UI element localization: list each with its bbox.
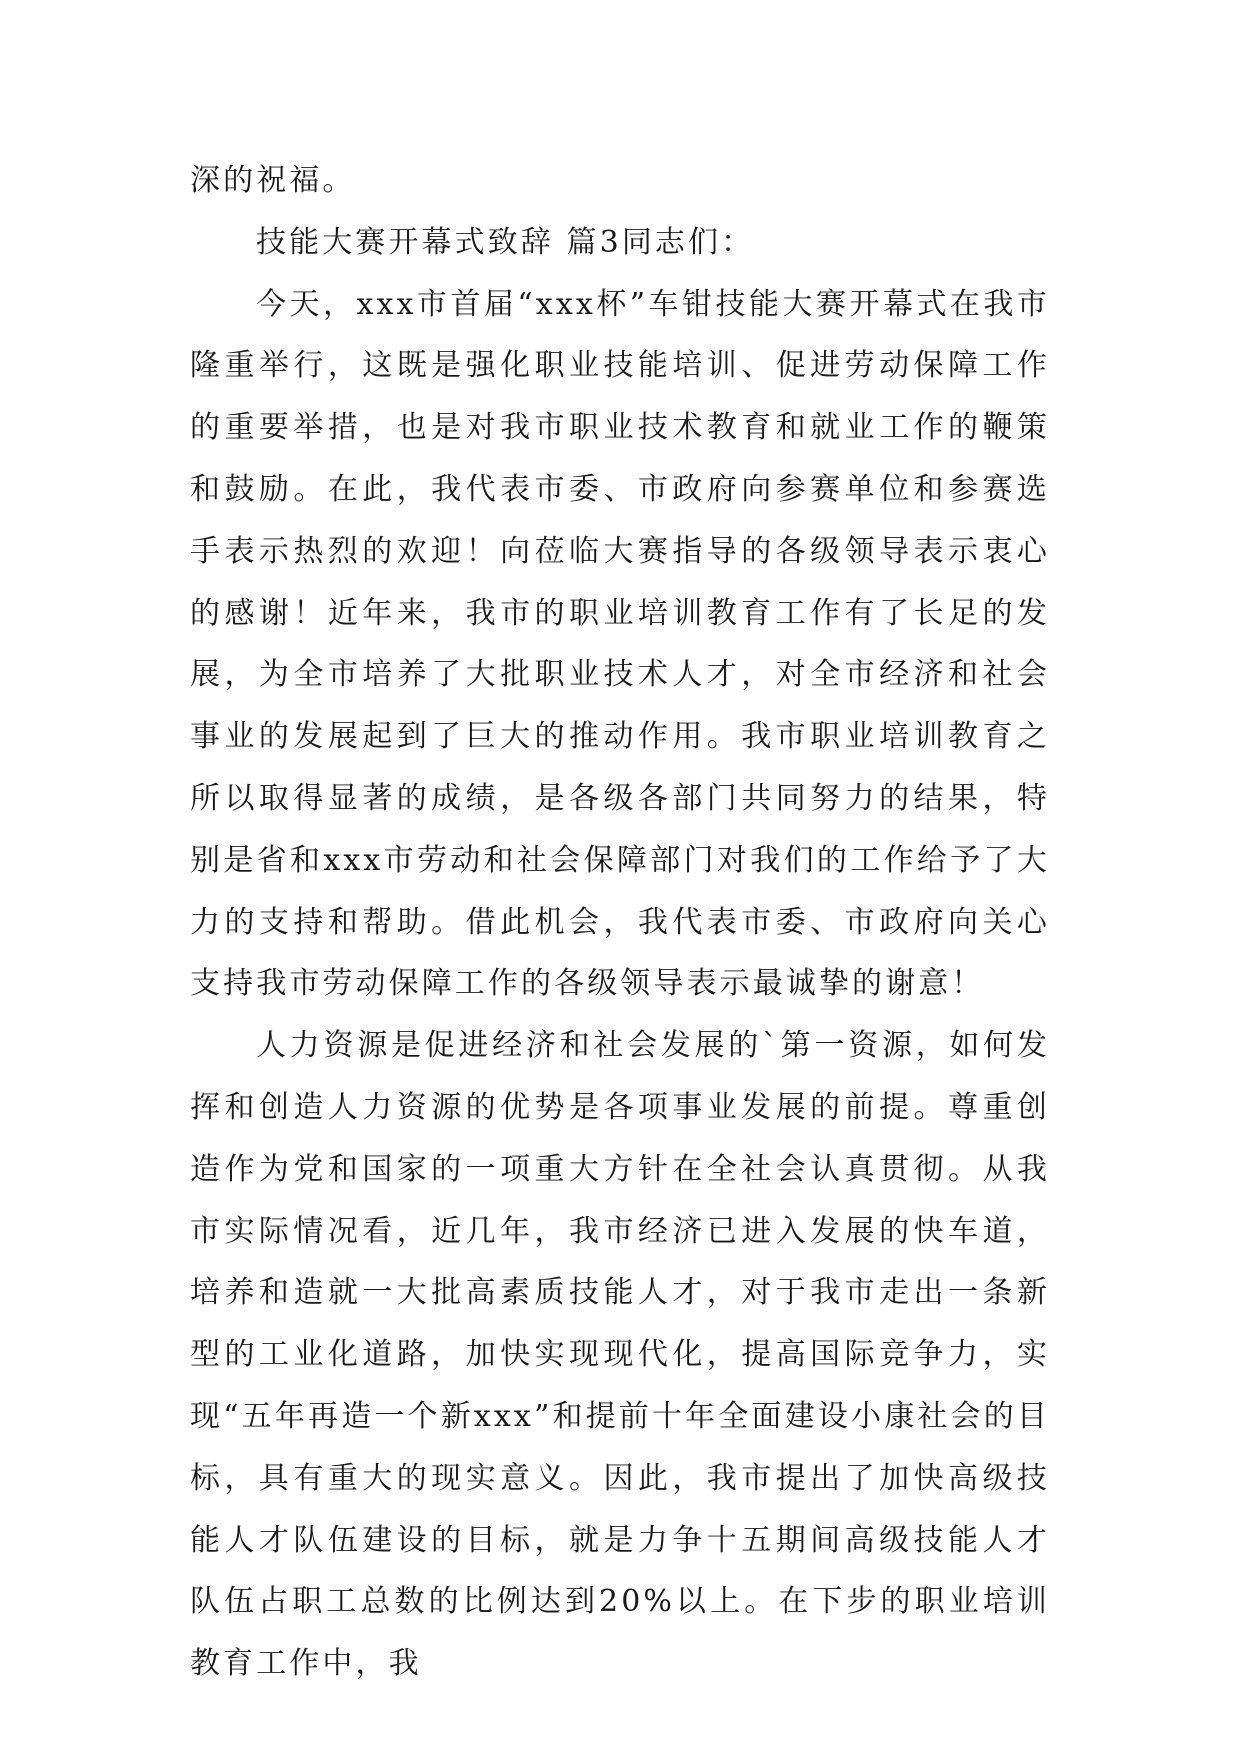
document-body xyxy=(190,150,1050,1695)
section-heading: 技能大赛开幕式致辞 篇3同志们： xyxy=(256,224,755,260)
paragraph-continuation: 深的祝福。 xyxy=(190,163,356,198)
paragraph: 人力资源是促进经济和社会发展的`第一资源，如何发挥和创造人力资源的优势是各项事业发展的前提。尊重创造作为党和国家的一项重大方针在全社会认真贯彻。从我市实际情况看，近几年，我市经济已进入发展的快车道，培养和造就一大批高素质技能人才，对于我市走出一条新型的工业化道路，加快实现现代化，提高国际竞争力，实现“五年再造一个新xxx”和提前十年全面建设小康社会的目标，具有重大的现实意义。因此，我市提出了加快高级技能人才队伍建设的目标，就是力争十五期间高级技能人才队伍占职工总数的比例达到20%以上。在下步的职业培训教育工作中，我 xyxy=(190,1028,1050,1682)
paragraph: 今天，xxx市首届“xxx杯”车钳技能大赛开幕式在我市隆重举行，这既是强化职业技能培训、促进劳动保障工作的重要举措，也是对我市职业技术教育和就业工作的鞭策和鼓励。在此，我代表市委、市政府向参赛单位和参赛选手表示热烈的欢迎！向莅临大赛指导的各级领导表示衷心的感谢！近年来，我市的职业培训教育工作有了长足的发展，为全市培养了大批职业技术人才，对全市经济和社会事业的发展起到了巨大的推动作用。我市职业培训教育之所以取得显著的成绩，是各级各部门共同努力的结果，特别是省和xxx市劳动和社会保障部门对我们的工作给予了大力的支持和帮助。借此机会，我代表市委、市政府向关心支持我市劳动保障工作的各级领导表示最诚挚的谢意！ xyxy=(190,286,1050,1002)
